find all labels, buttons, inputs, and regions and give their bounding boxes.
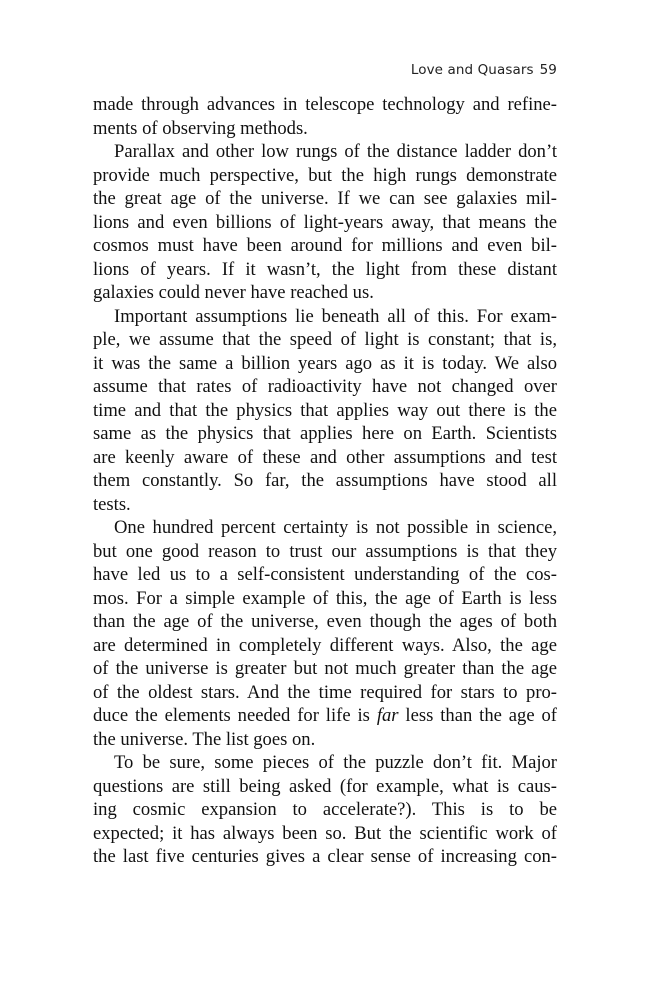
body-text — [93, 93, 557, 869]
text-run: less than the age of — [398, 705, 557, 726]
text-line: questions are still being asked (for example, what is caus- — [93, 775, 557, 797]
text-line: lions and even billions of light-years away, that means the — [93, 211, 557, 233]
text-line: made through advances in telescope technology and refine- — [93, 94, 557, 115]
text-line: it was the same a billion years ago as it is today. We also — [93, 352, 557, 374]
text-line: ments of observing methods. — [93, 117, 308, 139]
text-line: ple, we assume that the speed of light is constant; that is, — [93, 329, 557, 350]
text-line: the great age of the universe. If we can see galaxies mil- — [93, 188, 557, 209]
page-number: 59 — [539, 62, 557, 78]
text-line: the universe. The list goes on. — [93, 728, 316, 750]
text-run: duce the elements needed for life is — [93, 705, 377, 726]
text-line: One hundred percent certainty is not possible in science, — [114, 517, 557, 538]
text-line: of the oldest stars. And the time required for stars to pro- — [93, 681, 557, 703]
text-line: assume that rates of radioactivity have not changed over — [93, 376, 557, 397]
text-line: Parallax and other low rungs of the distance ladder don’t — [114, 141, 557, 162]
text-line: mos. For a simple example of this, the age of Earth is less — [93, 587, 557, 609]
text-line: ing cosmic expansion to accelerate?). This is to be — [93, 799, 557, 820]
text-line: lions of years. If it wasn’t, the light from these distant — [93, 258, 557, 280]
text-line: of the universe is greater but not much greater than the age — [93, 658, 557, 679]
running-head — [411, 62, 557, 78]
text-line: tests. — [93, 493, 131, 515]
text-line: than the age of the universe, even though the ages of both — [93, 611, 557, 632]
text-line — [93, 704, 557, 728]
text-line: have led us to a self-consistent understanding of the cos- — [93, 564, 557, 585]
text-line: time and that the physics that applies way out there is the — [93, 399, 557, 421]
text-line: same as the physics that applies here on Earth. Scientists — [93, 423, 557, 444]
text-line: them constantly. So far, the assumptions have stood all — [93, 470, 557, 491]
text-line: but one good reason to trust our assumptions is that they — [93, 540, 557, 562]
text-line: are determined in completely different ways. Also, the age — [93, 634, 557, 656]
text-line: To be sure, some pieces of the puzzle don’t fit. Major — [114, 752, 557, 773]
text-line: galaxies could never have reached us. — [93, 282, 374, 303]
text-line: the last five centuries gives a clear sense of increasing con- — [93, 846, 557, 867]
text-line: Important assumptions lie beneath all of this. For exam- — [114, 305, 557, 327]
emphasis-run: far — [376, 705, 399, 726]
running-head-title: Love and Quasars — [410, 62, 534, 78]
text-line: expected; it has always been so. But the scientific work of — [93, 822, 557, 844]
text-line: provide much perspective, but the high rungs demonstrate — [93, 164, 557, 186]
text-line: cosmos must have been around for millions and even bil- — [93, 235, 557, 256]
text-line: are keenly aware of these and other assumptions and test — [93, 446, 557, 468]
